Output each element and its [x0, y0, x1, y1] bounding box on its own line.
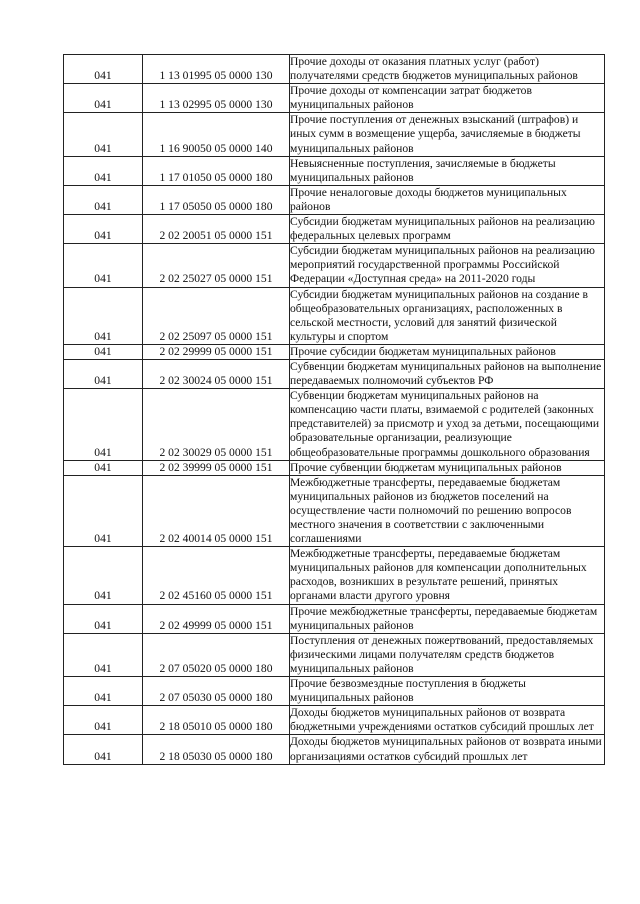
admin-code-cell: 041	[64, 55, 143, 84]
revenue-name-cell: Субсидии бюджетам муниципальных районов на реализацию федеральных целевых программ	[290, 215, 605, 244]
table-row	[64, 706, 605, 735]
revenue-name-cell: Межбюджетные трансферты, передаваемые бюджетам муниципальных районов для компенсации дополнительных расходов, возникших в результате решений, принятых органами власти другого уровня	[290, 547, 605, 604]
revenue-name-cell: Прочие поступления от денежных взысканий (штрафов) и иных сумм в возмещение ущерба, зачисляемые в бюджеты муниципальных районов	[290, 113, 605, 156]
budget-classification-code-cell: 2 02 30024 05 0000 151	[143, 359, 290, 388]
budget-classification-code-cell: 2 07 05030 05 0000 180	[143, 677, 290, 706]
revenue-codes-table	[63, 54, 605, 765]
budget-classification-code-cell: 2 02 30029 05 0000 151	[143, 389, 290, 460]
table-row	[64, 156, 605, 185]
budget-classification-code-cell: 2 02 25097 05 0000 151	[143, 287, 290, 344]
revenue-name-cell: Поступления от денежных пожертвований, предоставляемых физическими лицами получателям средств бюджетов муниципальных районов	[290, 633, 605, 676]
table-row	[64, 344, 605, 359]
admin-code-cell: 041	[64, 244, 143, 287]
admin-code-cell: 041	[64, 185, 143, 214]
budget-classification-code-cell: 2 02 40014 05 0000 151	[143, 475, 290, 546]
table-row	[64, 113, 605, 156]
table-row	[64, 547, 605, 604]
budget-classification-code-cell: 2 07 05020 05 0000 180	[143, 633, 290, 676]
budget-classification-code-cell: 1 13 02995 05 0000 130	[143, 84, 290, 113]
admin-code-cell: 041	[64, 389, 143, 460]
revenue-name-cell: Прочие доходы от оказания платных услуг (работ) получателями средств бюджетов муниципальных районов	[290, 55, 605, 84]
revenue-name-cell: Прочие неналоговые доходы бюджетов муниципальных районов	[290, 185, 605, 214]
admin-code-cell: 041	[64, 215, 143, 244]
budget-classification-code-cell: 1 16 90050 05 0000 140	[143, 113, 290, 156]
admin-code-cell: 041	[64, 604, 143, 633]
budget-classification-code-cell: 1 17 05050 05 0000 180	[143, 185, 290, 214]
admin-code-cell: 041	[64, 677, 143, 706]
revenue-name-cell: Субвенции бюджетам муниципальных районов на компенсацию части платы, взимаемой с родителей (законных представителей) за присмотр и уход за детьми, посещающими образовательные организации, реализующие общеобразовательные программы дошкольного образования	[290, 389, 605, 460]
revenue-name-cell: Межбюджетные трансферты, передаваемые бюджетам муниципальных районов из бюджетов поселений на осуществление части полномочий по решению вопросов местного значения в соответствии с заключенными соглашениями	[290, 475, 605, 546]
budget-classification-code-cell: 1 13 01995 05 0000 130	[143, 55, 290, 84]
table-row	[64, 475, 605, 546]
admin-code-cell: 041	[64, 359, 143, 388]
table-row	[64, 604, 605, 633]
admin-code-cell: 041	[64, 287, 143, 344]
revenue-name-cell: Прочие доходы от компенсации затрат бюджетов муниципальных районов	[290, 84, 605, 113]
revenue-name-cell: Прочие безвозмездные поступления в бюджеты муниципальных районов	[290, 677, 605, 706]
table-row	[64, 633, 605, 676]
revenue-name-cell: Субвенции бюджетам муниципальных районов на выполнение передаваемых полномочий субъектов РФ	[290, 359, 605, 388]
admin-code-cell: 041	[64, 344, 143, 359]
budget-classification-code-cell: 2 02 39999 05 0000 151	[143, 460, 290, 475]
admin-code-cell: 041	[64, 460, 143, 475]
table-body	[64, 55, 605, 765]
table-row	[64, 185, 605, 214]
revenue-name-cell: Доходы бюджетов муниципальных районов от возврата бюджетными учреждениями остатков субсидий прошлых лет	[290, 706, 605, 735]
admin-code-cell: 041	[64, 113, 143, 156]
table-row	[64, 55, 605, 84]
table-row	[64, 287, 605, 344]
budget-classification-code-cell: 2 02 29999 05 0000 151	[143, 344, 290, 359]
budget-classification-code-cell: 2 02 45160 05 0000 151	[143, 547, 290, 604]
admin-code-cell: 041	[64, 156, 143, 185]
admin-code-cell: 041	[64, 547, 143, 604]
budget-classification-code-cell: 2 02 20051 05 0000 151	[143, 215, 290, 244]
table-row	[64, 215, 605, 244]
revenue-name-cell: Прочие субсидии бюджетам муниципальных районов	[290, 344, 605, 359]
table-row	[64, 84, 605, 113]
revenue-name-cell: Невыясненные поступления, зачисляемые в бюджеты муниципальных районов	[290, 156, 605, 185]
table-row	[64, 389, 605, 460]
table-row	[64, 359, 605, 388]
budget-classification-code-cell: 2 18 05010 05 0000 180	[143, 706, 290, 735]
table-row	[64, 735, 605, 764]
revenue-name-cell: Прочие межбюджетные трансферты, передаваемые бюджетам муниципальных районов	[290, 604, 605, 633]
revenue-name-cell: Субсидии бюджетам муниципальных районов на создание в общеобразовательных организациях, расположенных в сельской местности, условий для занятий физической культуры и спортом	[290, 287, 605, 344]
budget-classification-code-cell: 2 02 49999 05 0000 151	[143, 604, 290, 633]
admin-code-cell: 041	[64, 706, 143, 735]
budget-classification-code-cell: 2 02 25027 05 0000 151	[143, 244, 290, 287]
table-row	[64, 460, 605, 475]
admin-code-cell: 041	[64, 84, 143, 113]
admin-code-cell: 041	[64, 633, 143, 676]
admin-code-cell: 041	[64, 475, 143, 546]
budget-classification-code-cell: 2 18 05030 05 0000 180	[143, 735, 290, 764]
revenue-name-cell: Прочие субвенции бюджетам муниципальных районов	[290, 460, 605, 475]
admin-code-cell: 041	[64, 735, 143, 764]
table-row	[64, 677, 605, 706]
revenue-name-cell: Доходы бюджетов муниципальных районов от возврата иными организациями остатков субсидий прошлых лет	[290, 735, 605, 764]
table-row	[64, 244, 605, 287]
revenue-name-cell: Субсидии бюджетам муниципальных районов на реализацию мероприятий государственной программы Российской Федерации «Доступная среда» на 2011-2020 годы	[290, 244, 605, 287]
budget-classification-code-cell: 1 17 01050 05 0000 180	[143, 156, 290, 185]
